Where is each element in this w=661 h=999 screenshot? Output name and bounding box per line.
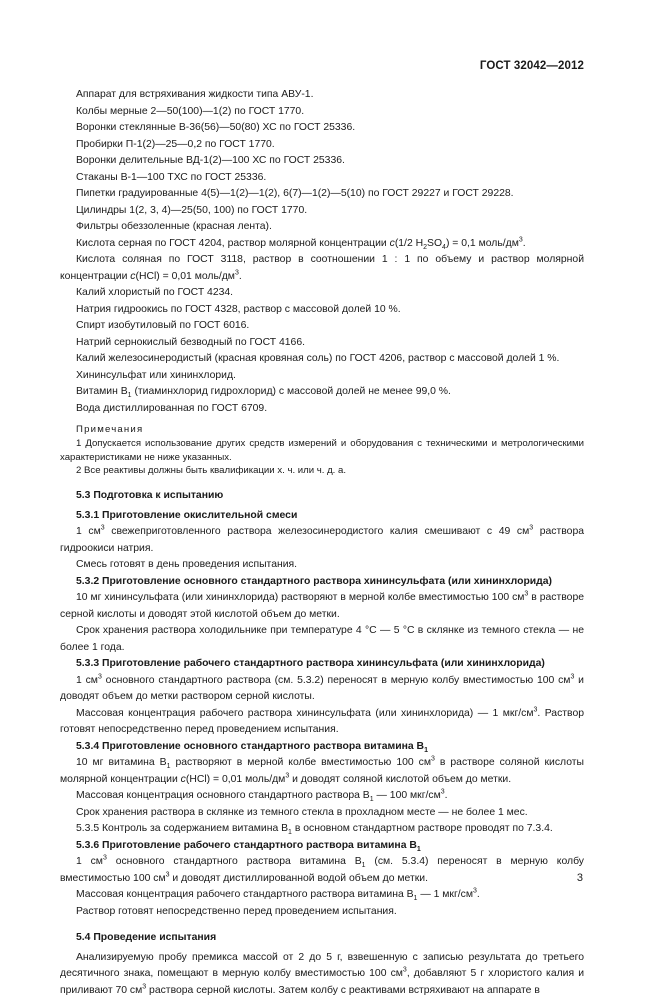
reagent-vitamin-b1 xyxy=(60,384,584,401)
paragraph xyxy=(60,673,584,706)
section-5-3-2-title: 5.3.2 Приготовление основного стандартного раствора хининсульфата (или хининхлорида) xyxy=(76,575,553,587)
equipment-item: Аппарат для встряхивания жидкости типа АВУ-1. xyxy=(76,89,314,100)
text-run: c xyxy=(389,237,395,249)
text-run: 1 см xyxy=(76,526,101,538)
paragraph: Смесь готовят в день проведения испытания. xyxy=(76,559,298,571)
text-run: — 1 мкг/см xyxy=(417,889,473,901)
text-run: Анализируемую пробу премикса массой от 2 до 5 г, взвешенную с записью результата до третьего десятичного знака, помещают в мерную колбу вместимостью 100 см xyxy=(60,951,584,980)
text-run: раствора серной кислоты. Затем колбу с реактивами встряхивают на аппарате в xyxy=(146,984,540,996)
text-run: 5.3.5 Контроль за содержанием витамина В xyxy=(76,823,289,835)
text-run: c xyxy=(130,270,136,282)
superscript: 3 xyxy=(533,706,538,714)
subscript: 1 xyxy=(127,392,132,400)
text-run: Массовая концентрация рабочего раствора хининсульфата (или хининхлорида) — 1 мкг/см xyxy=(76,707,534,719)
text-run: 5.3.4 Приготовление основного стандартного раствора витамина В xyxy=(76,740,425,752)
reagent-water: Вода дистиллированная по ГОСТ 6709. xyxy=(76,402,268,414)
paragraph xyxy=(60,887,584,904)
text-run: 10 мг хининсульфата (или хининхлорида) растворяют в мерной колбе вместимостью 100 см xyxy=(76,592,525,604)
text-run: 1 см xyxy=(76,856,103,868)
equipment-item: Воронки стеклянные В-36(56)—50(80) ХС по ГОСТ 25336. xyxy=(76,122,356,133)
superscript: 3 xyxy=(97,673,102,681)
superscript: 3 xyxy=(518,236,523,244)
text-run: . xyxy=(238,270,242,282)
text-run: . Раствор готовят непосредственно перед проведением испытания. xyxy=(60,707,584,736)
note-2: 2 Все реактивы должны быть квалификации х. ч. или ч. д. а. xyxy=(76,465,347,477)
text-run: основного стандартного раствора (см. 5.3.2) переносят в мерную колбу вместимостью 100 см xyxy=(101,674,571,686)
equipment-item: Фильтры обеззоленные (красная лента). xyxy=(76,221,272,232)
paragraph xyxy=(60,788,584,805)
superscript: 3 xyxy=(402,966,407,974)
equipment-item: Воронки делительные ВД-1(2)—100 ХС по ГОСТ 25336. xyxy=(76,155,345,166)
superscript: 3 xyxy=(473,887,477,895)
notes-title: Примечания xyxy=(76,424,144,435)
equipment-item: Стаканы В-1—100 ТХС по ГОСТ 25336. xyxy=(76,171,267,183)
subscript: 1 xyxy=(413,895,418,903)
text-run: и доводят соляной кислотой объем до метки. xyxy=(289,773,512,785)
text-run: свежеприготовленного раствора железосинеродистого калия смешивают с 49 см xyxy=(104,526,530,538)
text-run: раствора гидроокиси натрия. xyxy=(60,526,585,554)
text-run: растворяют в мерной колбе вместимостью 100 см xyxy=(170,757,431,769)
paragraph: Срок хранения раствора холодильнике при температуре 4 °С — 5 °С в склянке из темного стекла — не более 1 года. xyxy=(60,625,584,653)
superscript: 3 xyxy=(570,673,575,681)
text-run: ) = 0,1 моль/дм xyxy=(445,237,519,249)
text-run: . xyxy=(444,790,448,802)
subscript: 1 xyxy=(416,845,421,853)
reagent-item: Натрия гидроокись по ГОСТ 4328, раствор с массовой долей 10 %. xyxy=(76,303,401,315)
text-run: SO xyxy=(427,237,443,249)
paragraph xyxy=(60,854,584,887)
superscript: 3 xyxy=(524,590,529,598)
reagent-item: Калий железосинеродистый (красная кровяная соль) по ГОСТ 4206, раствор с массовой долей 1 %. xyxy=(76,353,560,364)
text-run: . xyxy=(522,237,526,249)
reagent-item: Калий хлористый по ГОСТ 4234. xyxy=(76,287,234,298)
text-run: в основном стандартном растворе проводят по 7.3.4. xyxy=(291,823,553,835)
paragraph: Раствор готовят непосредственно перед проведением испытания. xyxy=(76,905,397,917)
paragraph xyxy=(60,821,584,838)
superscript: 3 xyxy=(142,983,147,991)
subscript: 2 xyxy=(423,243,428,251)
text-run: . xyxy=(476,889,480,901)
superscript: 3 xyxy=(529,524,534,532)
subscript: 1 xyxy=(288,829,292,837)
text-run: 10 мг витамина В xyxy=(76,757,167,769)
reagent-item: Натрий сернокислый безводный по ГОСТ 4166. xyxy=(76,336,305,348)
subscript: 1 xyxy=(369,796,374,804)
superscript: 3 xyxy=(102,854,107,862)
section-5-3-3-title: 5.3.3 Приготовление рабочего стандартного раствора хининсульфата (или хининхлорида) xyxy=(76,658,545,670)
subscript: 4 xyxy=(442,243,446,251)
document-code: ГОСТ 32042—2012 xyxy=(479,60,584,72)
text-run: c xyxy=(180,773,186,785)
text-run: (см. 5.3.4) переносят в мерную колбу вместимостью 100 см xyxy=(60,856,584,884)
text-run: Массовая концентрация основного стандартного раствора В xyxy=(76,790,370,802)
section-5-3-title: 5.3 Подготовка к испытанию xyxy=(76,490,224,502)
superscript: 3 xyxy=(285,772,290,780)
text-run: в растворе серной кислоты и доводят этой кислотой объем до метки. xyxy=(60,592,585,620)
reagent-hydrochloric-acid xyxy=(60,252,584,285)
subscript: 1 xyxy=(424,746,428,754)
text-run: (HCl) = 0,01 моль/дм xyxy=(185,773,286,785)
paragraph xyxy=(60,950,584,999)
text-run: (1/2 H xyxy=(394,237,424,249)
equipment-item: Пипетки градуированные 4(5)—1(2)—1(2), 6(7)—1(2)—5(10) по ГОСТ 29227 и ГОСТ 29228. xyxy=(76,188,514,199)
text-run: (HCl) = 0,01 моль/дм xyxy=(135,270,235,282)
section-5-3-1-title: 5.3.1 Приготовление окислительной смеси xyxy=(76,509,298,521)
text-run: (тиаминхлорид гидрохлорид) с массовой долей не менее 99,0 %. xyxy=(131,386,451,397)
section-5-3-6-title xyxy=(60,838,584,855)
text-run: 1 см xyxy=(76,674,98,686)
subscript: 1 xyxy=(166,763,171,771)
text-run: Массовая концентрация рабочего стандартного раствора витамина В xyxy=(76,889,414,901)
superscript: 3 xyxy=(430,755,435,763)
reagent-item: Хининсульфат или хининхлорид. xyxy=(76,369,236,381)
text-run: , добавляют 5 г хлористого калия и приливают 70 см xyxy=(60,968,585,996)
equipment-item: Пробирки П-1(2)—25—0,2 по ГОСТ 1770. xyxy=(76,138,275,150)
text-run: Витамин В xyxy=(76,386,128,397)
reagent-item: Спирт изобутиловый по ГОСТ 6016. xyxy=(76,320,250,331)
section-5-3-4-title xyxy=(60,739,584,756)
text-run: в растворе соляной кислоты молярной концентрации xyxy=(60,757,584,785)
paragraph xyxy=(60,755,584,788)
page-number: 3 xyxy=(576,872,583,884)
equipment-item: Колбы мерные 2—50(100)—1(2) по ГОСТ 1770. xyxy=(76,105,305,117)
equipment-item: Цилиндры 1(2, 3, 4)—25(50, 100) по ГОСТ 1770. xyxy=(76,204,308,216)
superscript: 3 xyxy=(100,524,105,532)
text-run: и доводят дистиллированной водой объем до метки. xyxy=(169,872,428,884)
paragraph xyxy=(60,706,584,739)
text-run: основного стандартного раствора витамина В xyxy=(106,856,362,868)
section-5-4-title: 5.4 Проведение испытания xyxy=(76,932,217,944)
reagent-sulfuric-acid xyxy=(60,236,584,253)
text-run: 5.3.6 Приготовление рабочего стандартного раствора витамина В xyxy=(76,839,417,851)
superscript: 3 xyxy=(440,788,445,796)
paragraph xyxy=(60,590,584,623)
text-run: и доводят объем до метки раствором серной кислоты. xyxy=(60,674,584,703)
superscript: 3 xyxy=(234,269,239,277)
paragraph xyxy=(60,524,584,557)
paragraph: Срок хранения раствора в склянке из темного стекла в прохладном месте — не более 1 мес. xyxy=(76,806,528,818)
subscript: 1 xyxy=(361,862,366,870)
text-run: Кислота серная по ГОСТ 4204, раствор молярной концентрации xyxy=(76,237,390,249)
page-content xyxy=(60,87,584,999)
superscript: 3 xyxy=(165,871,170,879)
note-1: 1 Допускается использование других средств измерений и оборудования с техническими и метрологическими характеристиками не ниже указанных. xyxy=(60,437,584,463)
text-run: Кислота соляная по ГОСТ 3118, раствор в соотношении 1 : 1 по объему и раствор молярной концентрации xyxy=(60,254,584,282)
text-run: — 100 мкг/см xyxy=(373,790,441,802)
